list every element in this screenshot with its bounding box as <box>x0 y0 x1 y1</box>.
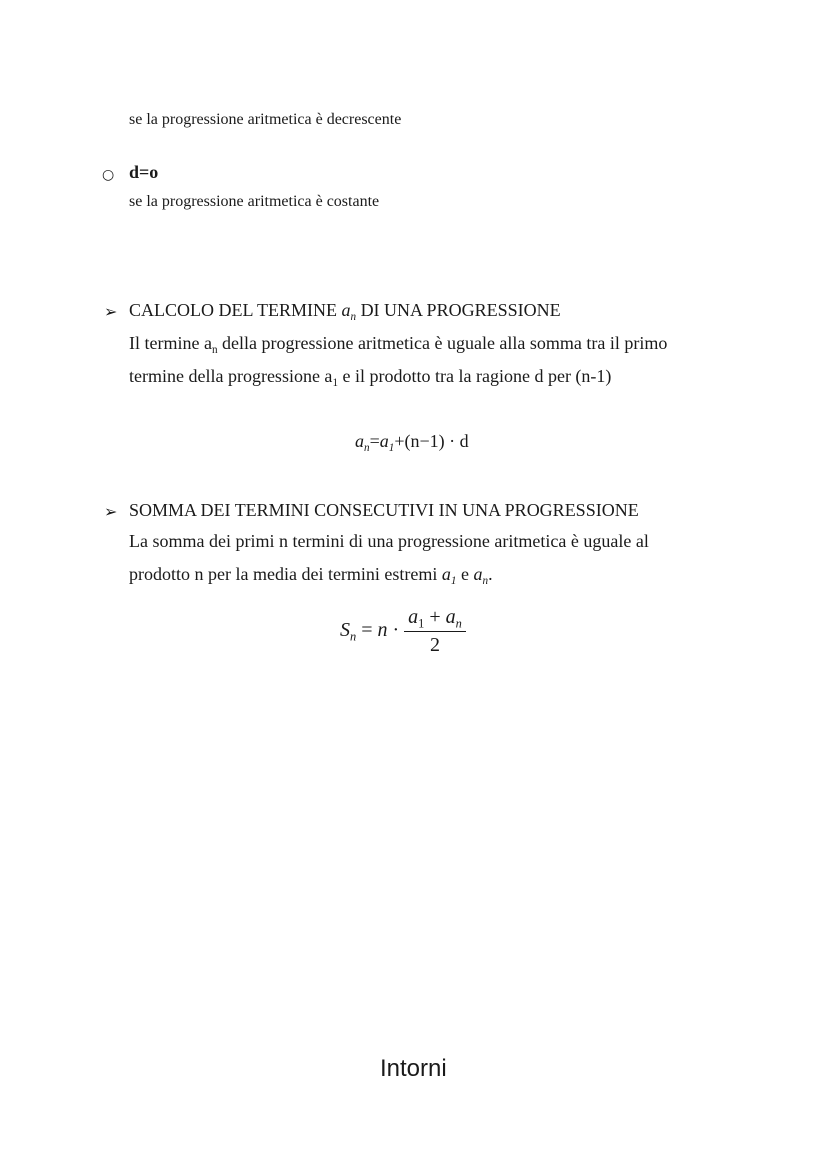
arrow-bullet-icon: ➢ <box>104 302 118 321</box>
fraction-numerator: $a_1 + a_n$ <box>404 606 466 632</box>
section-heading-somma: SOMMA DEI TERMINI CONSECUTIVI IN UNA PROGRESSIONE <box>129 500 639 520</box>
footer-title: Intorni <box>380 1055 447 1082</box>
formula-general-term: $a_n=a_1+(n-1) \cdot d$ <box>355 431 469 454</box>
formula-sum: $S_n = n$ · $\frac{a_1 + a_n}{2}$ <box>340 606 466 657</box>
sum-paragraph-line-2: prodotto n per la media dei termini estremi $a_1$ e $a_n$. <box>129 564 493 587</box>
fragment-decrescente: se la progressione aritmetica è decrescente <box>129 111 402 128</box>
fraction-denominator: 2 <box>430 634 440 656</box>
sum-paragraph-line-1: La somma dei primi n termini di una progressione aritmetica è uguale al <box>129 531 649 551</box>
bullet-label-d-zero: d=o <box>129 162 159 182</box>
arrow-bullet-icon: ➢ <box>104 502 118 521</box>
bullet-desc-costante: se la progressione aritmetica è costante <box>129 193 380 210</box>
section-heading-calcolo: CALCOLO DEL TERMINE $a_n$ DI UNA PROGRESSIONE <box>129 300 561 323</box>
circle-bullet-icon: ○ <box>102 167 115 183</box>
calc-paragraph-line-1: Il termine $a_n$ della progressione aritmetica è uguale alla somma tra il primo <box>129 333 668 356</box>
fraction <box>404 606 466 657</box>
calc-paragraph-line-2: termine della progressione $a_1$ e il prodotto tra la ragione d per (n-1) <box>129 366 612 389</box>
